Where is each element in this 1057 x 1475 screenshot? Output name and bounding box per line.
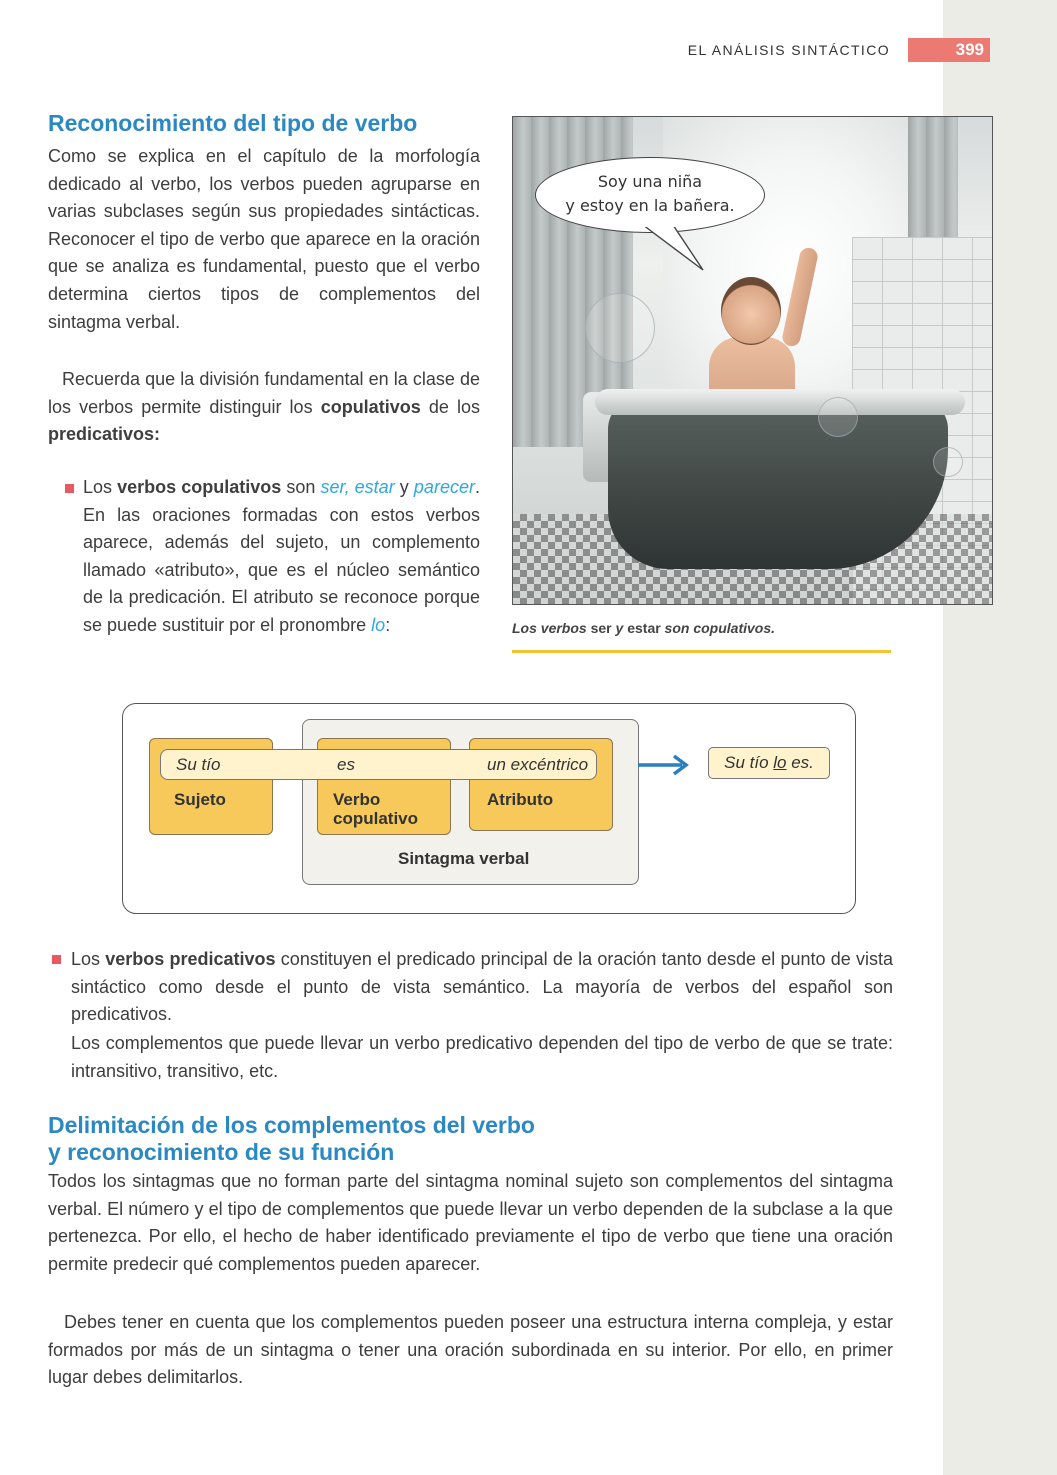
- bullet-square-icon: [52, 955, 61, 964]
- term-predicativos: predicativos:: [48, 424, 161, 445]
- speech-text: [535, 170, 765, 218]
- text-span: y: [611, 620, 628, 636]
- right-arrow-icon: [636, 752, 692, 778]
- bathtub-rim: [595, 389, 965, 415]
- subject-phrase: Su tío: [176, 755, 221, 774]
- speech-line-1: Soy una niña: [597, 172, 703, 191]
- soap-bubble: [818, 397, 858, 437]
- paragraph-division: [48, 366, 480, 449]
- term-verbos-predicativos: verbos predicativos: [105, 949, 276, 969]
- soap-bubble: [585, 293, 655, 363]
- bullet-predicativos-note: Los complementos que puede llevar un verbo predicativo dependen del tipo de verbo de que se trate: intransitivo, transitivo, etc.: [71, 1033, 893, 1081]
- verb-phrase: es: [337, 755, 355, 774]
- text-span: constituyen el predicado principal de la oración tanto desde el punto de vista sintáctico como desde el punto de vista semántico. La mayoría de verbos del español son predicativos.: [71, 949, 893, 1025]
- keyword-ser: ser: [320, 477, 345, 497]
- text-span: es.: [786, 753, 814, 772]
- text-span: Los: [71, 949, 106, 969]
- section-title-complements: [48, 1112, 535, 1166]
- text-span: Su tío: [724, 753, 774, 772]
- section-title-verb-type: Reconocimiento del tipo de verbo: [48, 110, 418, 136]
- verb-label-line-2: copulativo: [333, 809, 419, 828]
- bullet-square-icon: [65, 484, 74, 493]
- text-span: Los: [83, 477, 118, 497]
- text-span: Recuerda que la división fundamental en la clase de los verbos permite distinguir los: [48, 369, 480, 417]
- pronoun-lo: lo: [773, 753, 787, 772]
- keyword-lo: lo: [371, 614, 386, 635]
- complements-paragraph-1: Todos los sintagmas que no forman parte del sintagma nominal sujeto son complementos del sintagma verbal. El número y el tipo de complementos que puede llevar un verbo dependen de la subclase a la que pertenezca. Por ello, el hecho de haber identificado previamente el tipo de verbo que tiene una oración permite predecir qué complementos pueden aparecer.: [48, 1171, 893, 1274]
- intro-paragraph: Como se explica en el capítulo de la morfología dedicado al verbo, los verbos pueden agruparse en varias subclases según sus propiedades sintácticas. Reconocer el tipo de verbo que aparece en la oración que se analiza es fundamental, puesto que el verbo determina ciertos tipos de complementos del sintagma verbal.: [48, 146, 480, 332]
- bathtub-photo: [512, 116, 993, 605]
- text-span: son copulativos.: [660, 620, 776, 636]
- photo-caption: [512, 620, 775, 636]
- text-span: ,: [344, 477, 355, 497]
- bathtub: [608, 399, 948, 569]
- verb-label: [333, 790, 418, 828]
- substitution-result: [708, 747, 830, 779]
- title-line-1: Delimitación de los complementos del verbo: [48, 1112, 535, 1138]
- speech-line-2: y estoy en la bañera.: [565, 196, 735, 215]
- text-span: de los: [420, 396, 480, 417]
- keyword-estar: estar: [354, 477, 395, 497]
- text-span: :: [385, 614, 391, 635]
- bullet-predicativos: [71, 946, 893, 1029]
- subject-label: Sujeto: [174, 790, 226, 809]
- text-span: y: [394, 477, 414, 497]
- soap-bubble: [933, 447, 963, 477]
- attribute-phrase: un excéntrico: [487, 755, 589, 774]
- running-title: EL ANÁLISIS SINTÁCTICO: [687, 42, 890, 58]
- text-span: . En las oraciones formadas con estos verbos aparece, además del sujeto, un complemento llamado «atributo», que es el núcleo semántico de la predicación. El atributo se reconoce porque se puede sustituir por el pronombre: [83, 477, 480, 635]
- title-line-2: y reconocimiento de su función: [48, 1139, 395, 1165]
- caption-rule: [512, 650, 891, 653]
- attribute-label: Atributo: [487, 790, 554, 809]
- bullet-copulativos: [83, 474, 480, 640]
- term-copulativos: copulativos: [320, 396, 421, 417]
- verb-label-line-1: Verbo: [333, 790, 381, 809]
- keyword-parecer: parecer: [413, 477, 475, 497]
- verb-phrase-group-label: Sintagma verbal: [398, 849, 530, 868]
- complements-paragraph-2: Debes tener en cuenta que los complementos pueden poseer una estructura interna compleja, y estar formados por más de un sintagma o tener una oración subordinada en su interior. Por ello, en primer lugar debes delimitarlos.: [48, 1312, 893, 1388]
- text-span: Los verbos: [512, 620, 591, 636]
- page-number: 399: [908, 38, 990, 62]
- speech-tail: [633, 225, 713, 275]
- text-span: estar: [627, 620, 661, 636]
- text-span: son: [281, 477, 321, 497]
- text-span: ser: [590, 620, 612, 636]
- term-verbos-copulativos: verbos copulativos: [117, 477, 282, 497]
- child-head: [721, 277, 781, 345]
